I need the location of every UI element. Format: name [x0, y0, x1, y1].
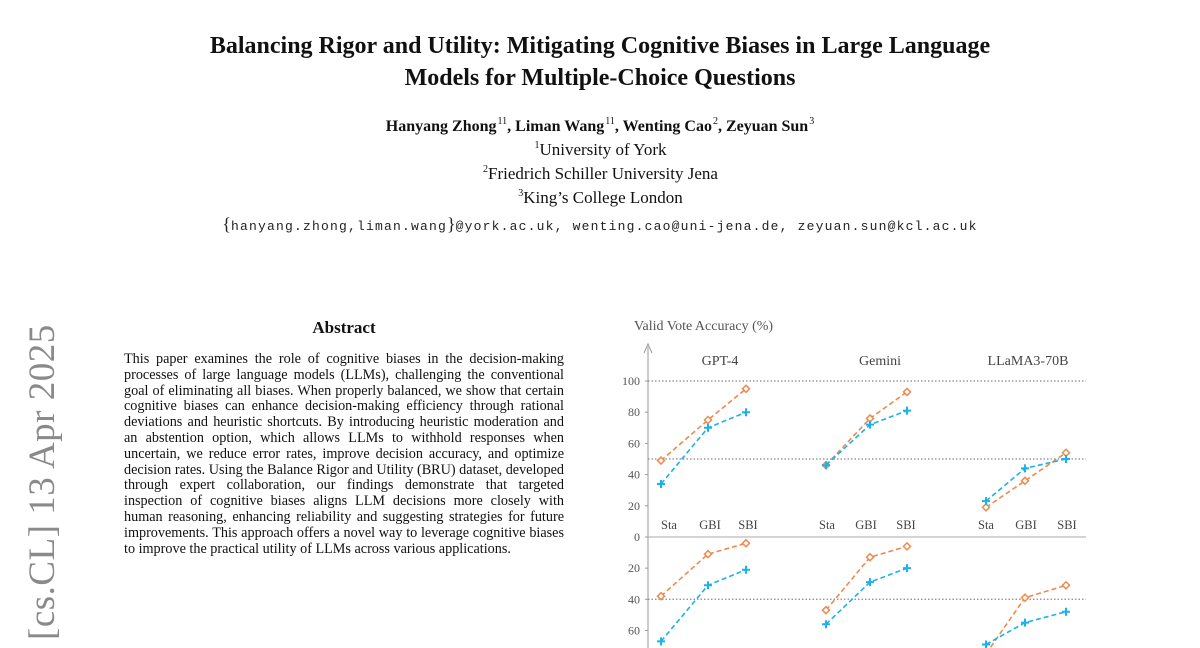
affiliation-1: [0, 140, 1200, 160]
author-name: Wenting Cao: [622, 118, 712, 135]
affiliation-number: 1: [534, 140, 540, 151]
lower-blue-series-point: [903, 564, 911, 572]
x-tick-label: Sta: [819, 518, 835, 532]
author-2: [515, 118, 622, 135]
y-tick-label: 40: [628, 592, 640, 607]
lower-blue-series-point: [742, 566, 750, 574]
email-group: hanyang.zhong,liman.wang: [230, 219, 447, 234]
affiliation-name: Friedrich Schiller University Jena: [488, 164, 718, 183]
x-tick-label: GBI: [1015, 518, 1037, 532]
panel-title: GPT-4: [701, 354, 739, 369]
email-brace-close: }: [446, 214, 456, 234]
upper-blue-series-point: [1021, 464, 1029, 472]
abstract-body: This paper examines the role of cognitive biases in the decision-making processes of large language models (LLMs), challenging the conventional goal of eliminating all biases. When properly balanced, we show that certain cognitive biases can enhance decision-making efficiency through rational deviations and heuristic shortcuts. By introducing heuristic moderation and an abstention option, which allows LLMs to withhold responses when uncertain, we reduce error rates, improve decision accuracy, and optimize decision rates. Using the Balance Rigor and Utility (BRU) dataset, developed through expert collaboration, our findings demonstrate that targeted inspection of cognitive biases aligns LLM decisions more closely with human reasoning, enhancing reliability and suggesting strategies for future improvements. This approach offers a novel way to leverage cognitive biases to improve the practical utility of LLMs across various applications.: [124, 351, 564, 557]
x-tick-label: SBI: [896, 518, 916, 532]
author-separator: ,: [717, 118, 726, 135]
lower-blue-series-point: [1062, 608, 1070, 616]
author-affiliation-mark: 3: [809, 116, 815, 127]
y-tick-label: 60: [628, 623, 640, 638]
upper-blue-series-point: [903, 407, 911, 415]
x-tick-label: Sta: [978, 518, 994, 532]
paper-title: [0, 30, 1200, 94]
author-name: Zeyuan Sun: [725, 118, 809, 135]
y-axis-title: Valid Vote Accuracy (%): [634, 319, 774, 334]
lower-orange-series-point: [1063, 582, 1070, 589]
author-affiliation-mark: 2: [712, 116, 718, 127]
lower-orange-series-line: [661, 543, 746, 596]
author-separator: ,: [614, 118, 623, 135]
x-tick-label: GBI: [699, 518, 721, 532]
accuracy-figure: [600, 310, 1100, 648]
author-affiliation-mark: 11: [497, 116, 508, 127]
x-tick-label: SBI: [1057, 518, 1077, 532]
title-line-2: Models for Multiple-Choice Questions: [404, 65, 796, 91]
x-tick-label: Sta: [661, 518, 677, 532]
email-brace-open: {: [222, 214, 231, 234]
affiliation-2: [0, 164, 1200, 184]
x-tick-label: SBI: [738, 518, 758, 532]
lower-orange-series-point: [904, 543, 911, 550]
lower-blue-series-line: [661, 570, 746, 642]
panel-title: LLaMA3-70B: [987, 354, 1069, 369]
x-tick-label: GBI: [855, 518, 877, 532]
upper-orange-series-line: [661, 389, 746, 461]
panel-title: Gemini: [859, 354, 901, 369]
affiliation-3: [0, 188, 1200, 208]
author-name: Hanyang Zhong: [385, 118, 497, 135]
lower-blue-series-line: [986, 612, 1066, 645]
arxiv-stamp: [cs.CL] 13 Apr 2025: [22, 324, 63, 640]
y-tick-label: 0: [634, 530, 640, 544]
y-tick-label: 80: [628, 405, 640, 420]
upper-blue-series-point: [704, 424, 712, 432]
author-1: [386, 118, 515, 135]
affiliation-name: University of York: [539, 140, 667, 159]
author-3: [623, 118, 726, 135]
lower-orange-series-point: [743, 540, 750, 547]
y-tick-label: 60: [628, 436, 640, 451]
author-separator: ,: [507, 118, 516, 135]
y-tick-label: 40: [628, 467, 640, 482]
affiliation-name: King’s College London: [523, 188, 683, 207]
lower-orange-series-line: [826, 546, 907, 610]
affiliation-number: 2: [483, 164, 489, 175]
lower-blue-series-point: [1021, 619, 1029, 627]
author-list: [0, 116, 1200, 136]
affiliation-number: 3: [518, 188, 524, 199]
y-tick-label: 100: [622, 374, 640, 388]
author-4: [726, 118, 814, 135]
y-tick-label: 20: [628, 561, 640, 576]
lower-blue-series-point: [704, 581, 712, 589]
upper-blue-series-point: [742, 408, 750, 416]
lower-blue-series-point: [982, 640, 990, 648]
email-addresses: @york.ac.uk, wenting.cao@uni-jena.de, zeyuan.sun@kcl.ac.uk: [455, 219, 978, 234]
author-emails: [0, 214, 1200, 235]
author-affiliation-mark: 11: [605, 116, 615, 127]
title-line-1: Balancing Rigor and Utility: Mitigating Cognitive Biases in Large Language: [209, 33, 991, 59]
abstract-heading: Abstract: [312, 318, 376, 337]
upper-blue-series-point: [1062, 455, 1070, 463]
y-tick-label: 20: [628, 498, 640, 513]
author-name: Liman Wang: [515, 118, 605, 135]
